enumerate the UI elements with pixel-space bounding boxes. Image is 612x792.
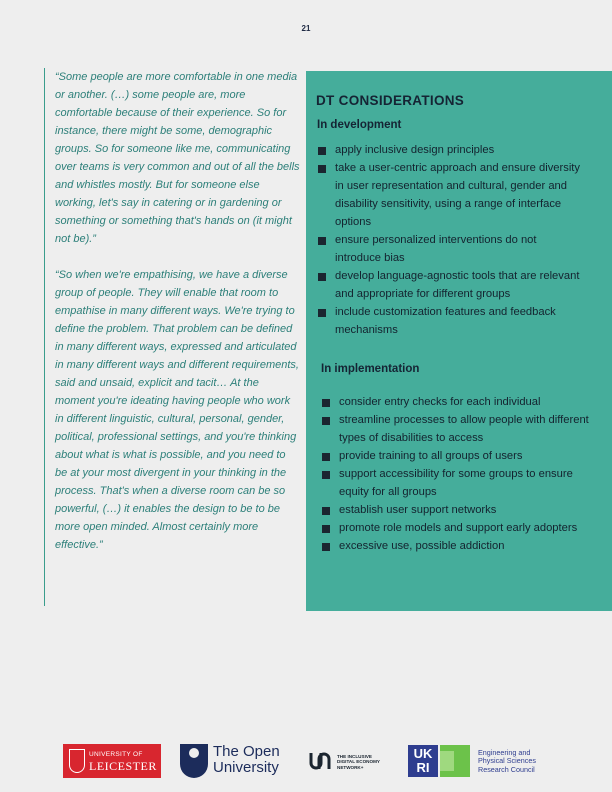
list-item-text: provide training to all groups of users (339, 450, 523, 462)
ukri-logo (408, 745, 438, 777)
square-bullet-icon (322, 507, 330, 515)
shield-icon (69, 749, 85, 773)
list-item-text: include customization features and feedback mechanisms (335, 306, 556, 336)
list-item (317, 231, 582, 267)
epsrc-logo-text (478, 749, 536, 774)
partner-logos (0, 740, 612, 784)
list-item (317, 267, 582, 303)
square-bullet-icon (322, 399, 330, 407)
list-item-text: excessive use, possible addiction (339, 540, 505, 552)
list-item-text: promote role models and support early adopters (339, 522, 578, 534)
epsrc-logo-line1: Engineering and (478, 748, 531, 757)
leicester-logo-line2: LEICESTER (89, 759, 157, 773)
list-item (321, 393, 591, 411)
open-logo-line1: The Open (213, 743, 280, 760)
list-item-text: establish user support networks (339, 504, 497, 516)
university-of-leicester-logo (63, 744, 161, 778)
list-item (321, 447, 591, 465)
list-item-text: develop language-agnostic tools that are relevant and appropriate for different groups (335, 270, 580, 300)
open-university-shield-icon (180, 744, 208, 778)
tide-network-logo-text (337, 754, 380, 770)
square-bullet-icon (322, 525, 330, 533)
square-bullet-icon (318, 165, 326, 173)
open-university-logo (213, 744, 280, 776)
ukri-green-block-icon (440, 745, 470, 777)
ukri-logo-line1: UK (413, 746, 433, 761)
square-bullet-icon (318, 309, 326, 317)
list-item-text: consider entry checks for each individual (339, 396, 541, 408)
list-item (321, 537, 591, 555)
page-number: 21 (301, 24, 311, 33)
implementation-heading: In implementation (321, 363, 420, 375)
list-item (321, 501, 591, 519)
tide-network-logo-icon (307, 747, 333, 775)
list-item-text: take a user-centric approach and ensure diversity in user representation and cultural, gender and disability sensitivity, using a range of interface options (335, 162, 581, 228)
ukri-logo-line2: RI (416, 760, 430, 775)
tide-logo-line1: THE INCLUSIVE (337, 754, 372, 759)
square-bullet-icon (322, 471, 330, 479)
dt-considerations-panel (306, 71, 612, 611)
list-item (317, 159, 582, 231)
square-bullet-icon (322, 453, 330, 461)
development-list (317, 141, 582, 339)
development-heading: In development (317, 119, 402, 131)
list-item (321, 519, 591, 537)
list-item-text: apply inclusive design principles (335, 144, 495, 156)
quote-column (44, 68, 300, 606)
square-bullet-icon (322, 543, 330, 551)
square-bullet-icon (322, 417, 330, 425)
list-item-text: ensure personalized interventions do not introduce bias (335, 234, 537, 264)
tide-logo-line2: DIGITAL ECONOMY (337, 759, 380, 765)
tide-logo-line3: NETWORK+ (337, 764, 364, 770)
list-item (321, 465, 591, 501)
square-bullet-icon (318, 147, 326, 155)
list-item-text: streamline processes to allow people with different types of disabilities to access (339, 414, 589, 444)
leicester-logo-line1: UNIVERSITY OF (89, 751, 143, 758)
list-item (317, 303, 582, 339)
panel-title: DT CONSIDERATIONS (316, 93, 465, 108)
open-logo-line2: University (213, 759, 279, 776)
quote-paragraph-2: “So when we're empathising, we have a diverse group of people. They will enable that room to empathise in many different ways. We're trying to define the problem. That problem can be defined in many different ways, expressed and articulated in many different ways and different requirements, said and unsaid, explicit and tacit… At the moment you're ideating having people who work in different linguistic, cultural, personal, gender, political, professional settings, and you're thinking about what is what is possible, and you need to be at your most divergent in your thinking in the process. That's when a diverse room can be so powerful, (…) it enables the design to be to be more open minded. Almost certainly more effective.” (55, 269, 299, 551)
square-bullet-icon (318, 273, 326, 281)
epsrc-logo-line3: Research Council (478, 764, 535, 774)
list-item-text: support accessibility for some groups to ensure equity for all groups (339, 468, 573, 498)
list-item (321, 411, 591, 447)
square-bullet-icon (318, 237, 326, 245)
quote-paragraph-1: “Some people are more comfortable in one media or another. (…) some people are, more comfortable because of their experience. So for instance, there might be some, demographic groups. So for someone like me, communicating over teams is very common and out of all the bells and whistles mostly. But for someone else working, let's say in catering or in gardening or something or something that's hands on (it might not be).” (55, 71, 300, 245)
implementation-list (321, 393, 591, 555)
list-item (317, 141, 582, 159)
epsrc-logo-line2: Physical Sciences (478, 756, 536, 766)
